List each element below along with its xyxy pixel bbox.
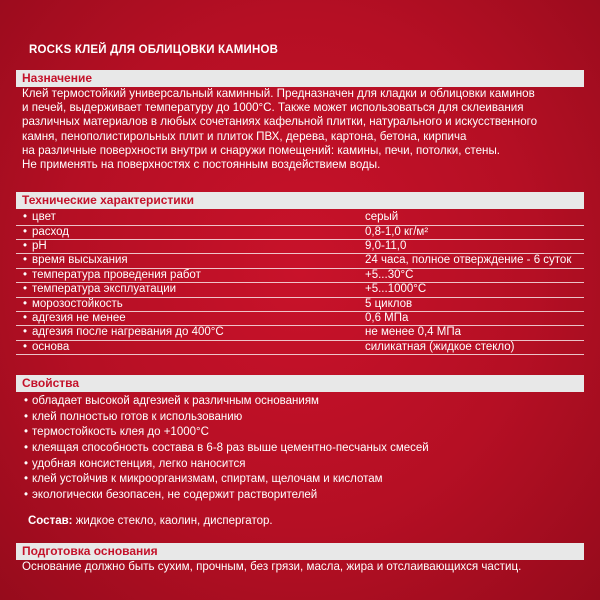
spec-value: 5 циклов bbox=[365, 297, 413, 310]
spec-value: +5...1000°С bbox=[365, 283, 427, 296]
list-item-text: экологически безопасен, не содержит растворителей bbox=[32, 488, 318, 501]
spec-row bbox=[16, 240, 584, 254]
spec-key: температура проведения работ bbox=[32, 268, 201, 281]
spec-key: морозостойкость bbox=[32, 297, 123, 310]
bullet-icon: • bbox=[23, 326, 28, 339]
spec-value: серый bbox=[365, 211, 399, 224]
spec-key: pH bbox=[32, 240, 47, 252]
list-item-text: термостойкость клея до +1000°С bbox=[32, 426, 209, 439]
list-item-text: клей устойчив к микроорганизмам, спиртам, щелочам и кислотам bbox=[32, 473, 383, 486]
list-item bbox=[16, 488, 584, 504]
bullet-icon: • bbox=[23, 211, 28, 224]
spec-row bbox=[16, 326, 584, 340]
bullet-icon: • bbox=[24, 426, 29, 439]
product-title: ROCKS КЛЕЙ ДЛЯ ОБЛИЦОВКИ КАМИНОВ bbox=[29, 44, 279, 56]
spec-row bbox=[16, 211, 584, 225]
bullet-icon: • bbox=[24, 395, 29, 408]
composition-value: жидкое стекло, каолин, диспергатор. bbox=[72, 515, 273, 528]
spec-key: время высыхания bbox=[32, 254, 128, 267]
bullet-icon: • bbox=[23, 297, 28, 310]
spec-key: адгезия после нагревания до 400°С bbox=[32, 326, 224, 339]
bullet-icon: • bbox=[23, 254, 28, 267]
spec-key: основа bbox=[32, 340, 70, 353]
spec-row bbox=[16, 298, 584, 312]
purpose-heading: Назначение bbox=[16, 70, 584, 87]
bullet-icon: • bbox=[24, 473, 29, 486]
preparation-heading: Подготовка основания bbox=[16, 543, 584, 560]
composition-label: Состав: bbox=[28, 515, 73, 528]
spec-key: адгезия не менее bbox=[32, 311, 126, 324]
spec-value: не менее 0,4 МПа bbox=[365, 326, 462, 339]
list-item bbox=[16, 472, 584, 488]
spec-value: 9,0-11,0 bbox=[365, 240, 407, 252]
bullet-icon: • bbox=[24, 488, 29, 501]
bullet-icon: • bbox=[24, 457, 29, 470]
bullet-icon: • bbox=[23, 340, 28, 353]
product-info-panel bbox=[16, 44, 584, 574]
bullet-icon: • bbox=[24, 410, 29, 423]
properties-heading: Свойства bbox=[16, 375, 584, 392]
spec-key: расход bbox=[32, 225, 70, 238]
purpose-line: Не применять на поверхностях с постоянным воздействием воды. bbox=[22, 158, 381, 172]
bullet-icon: • bbox=[23, 268, 28, 281]
spec-value: +5...30°С bbox=[365, 268, 414, 281]
purpose-line: на различные поверхности внутри и снаружи помещений: камины, печи, потолки, стены. bbox=[22, 143, 501, 157]
list-item bbox=[16, 441, 584, 457]
spec-row bbox=[16, 269, 584, 283]
list-item-text: обладает высокой адгезией к различным основаниям bbox=[32, 395, 319, 408]
spec-key: цвет bbox=[32, 211, 56, 224]
composition-line bbox=[16, 515, 584, 527]
spec-value: силикатная (жидкое стекло) bbox=[365, 340, 515, 353]
bullet-icon: • bbox=[23, 240, 28, 252]
spec-key: температура эксплуатации bbox=[32, 283, 177, 296]
spec-row bbox=[16, 254, 584, 268]
bullet-icon: • bbox=[23, 283, 28, 296]
specs-heading: Технические характеристики bbox=[16, 192, 584, 209]
spec-row bbox=[16, 312, 584, 326]
bullet-icon: • bbox=[23, 225, 28, 238]
properties-list bbox=[16, 394, 584, 503]
preparation-section bbox=[16, 543, 584, 574]
purpose-line: Клей термостойкий универсальный каминный. Предназначен для кладки и облицовки каминов bbox=[22, 87, 535, 100]
spec-row bbox=[16, 283, 584, 297]
purpose-line: и печей, выдерживает температуру до 1000°С. Также может использоваться для склеивания bbox=[22, 101, 524, 115]
list-item bbox=[16, 410, 584, 426]
bullet-icon: • bbox=[24, 441, 29, 454]
purpose-line: различных материалов в любых сочетаниях кафельной плитки, натурального и искусственного bbox=[22, 115, 538, 129]
properties-section bbox=[16, 375, 584, 527]
list-item-text: удобная консистенция, легко наносится bbox=[32, 457, 246, 470]
purpose-section bbox=[16, 70, 584, 172]
spec-value: 0,6 МПа bbox=[365, 311, 409, 324]
list-item bbox=[16, 425, 584, 441]
bullet-icon: • bbox=[23, 311, 28, 324]
list-item-text: клей полностью готов к использованию bbox=[32, 410, 243, 423]
list-item bbox=[16, 394, 584, 410]
spec-value: 24 часа, полное отверждение - 6 суток bbox=[365, 254, 572, 267]
specs-table bbox=[16, 211, 584, 355]
purpose-line: камня, пенополистирольных плит и плиток ПВХ, дерева, картона, бетона, кирпича bbox=[22, 129, 467, 143]
spec-row bbox=[16, 341, 584, 355]
list-item-text: клеящая способность состава в 6-8 раз выше цементно-песчаных смесей bbox=[32, 441, 429, 454]
purpose-text bbox=[16, 87, 584, 172]
spec-value: 0,8-1,0 кг/м² bbox=[365, 225, 429, 238]
preparation-text: Основание должно быть сухим, прочным, без грязи, масла, жира и отслаивающихся частиц. bbox=[22, 560, 522, 574]
list-item bbox=[16, 457, 584, 473]
spec-row bbox=[16, 226, 584, 240]
specs-section bbox=[16, 192, 584, 355]
